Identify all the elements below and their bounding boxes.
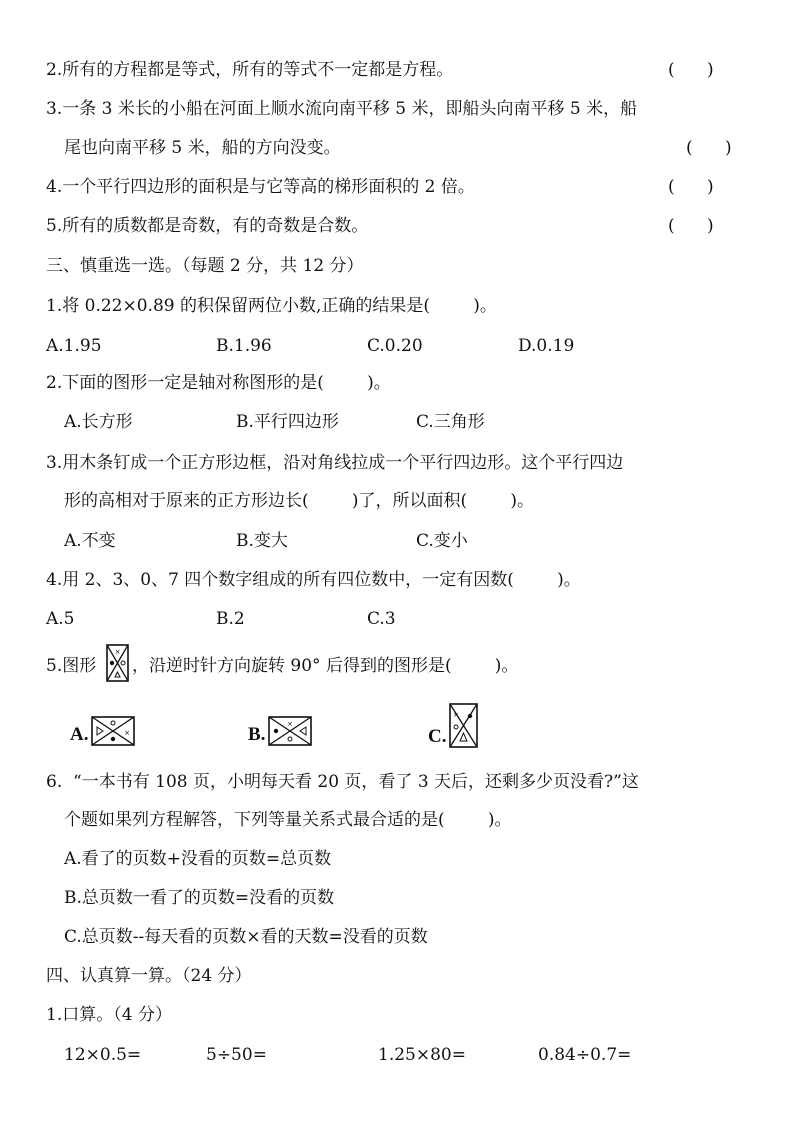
s4-expr-3: 1.25×80= xyxy=(378,1045,466,1065)
s3-q6-line1: 6. “一本书有 108 页，小明每天看 20 页，看了 3 天后，还剩多少页没看?”这 xyxy=(46,772,639,792)
s3-q5-pre: 5.图形 xyxy=(46,656,97,676)
s3-q4-text: 4.用 2、3、0、7 四个数字组成的所有四位数中，一定有因数( )。 xyxy=(46,570,581,590)
option-c-figure xyxy=(449,703,478,748)
s4-expr-1: 12×0.5= xyxy=(64,1045,142,1065)
judge-q3-line1: 3.一条 3 米长的小船在河面上顺水流向南平移 5 米，即船头向南平移 5 米，船 xyxy=(46,99,638,119)
svg-text:×: × xyxy=(287,720,294,728)
s3-q5-post: ，沿逆时针方向旋转 90° 后得到的图形是( )。 xyxy=(132,656,519,676)
section3-title: 三、慎重选一选。（每题 2 分，共 12 分） xyxy=(46,256,364,276)
s3-q2-text: 2.下面的图形一定是轴对称图形的是( )。 xyxy=(46,373,391,393)
s3-q4-option-c[interactable]: C.3 xyxy=(367,609,396,629)
s3-q3-option-c[interactable]: C.变小 xyxy=(416,531,468,551)
s3-q6-option-b[interactable]: B.总页数一看了的页数=没看的页数 xyxy=(64,888,335,908)
rotation-original-figure xyxy=(106,644,129,682)
s3-q5-option-a-label: A. xyxy=(70,724,89,745)
s3-q2-option-b[interactable]: B.平行四边形 xyxy=(236,412,339,432)
s3-q5-option-c-label: C. xyxy=(428,726,447,747)
judge-q3-answer-blank[interactable]: ( ) xyxy=(686,138,732,158)
svg-text:×: × xyxy=(114,648,121,656)
s4-expr-4: 0.84÷0.7= xyxy=(538,1045,632,1065)
s3-q1-text: 1.将 0.22×0.89 的积保留两位小数,正确的结果是( )。 xyxy=(46,296,497,316)
s3-q5-option-b-label: B. xyxy=(248,724,266,745)
s3-q3-line2: 形的高相对于原来的正方形边长( )了，所以面积( )。 xyxy=(64,491,534,511)
svg-text:×: × xyxy=(453,711,460,719)
s3-q2-option-c[interactable]: C.三角形 xyxy=(416,412,485,432)
s4-expr-2: 5÷50= xyxy=(206,1045,267,1065)
section4-title: 四、认真算一算。（24 分） xyxy=(46,966,252,986)
judge-q2-answer-blank[interactable]: ( ) xyxy=(668,60,714,80)
s3-q3-option-a[interactable]: A.不变 xyxy=(64,531,116,551)
s3-q6-line2: 个题如果列方程解答，下列等量关系式最合适的是( )。 xyxy=(64,810,512,830)
option-b-figure xyxy=(268,716,312,746)
judge-q5-text: 5.所有的质数都是奇数，有的奇数是合数。 xyxy=(46,216,369,236)
s3-q4-option-b[interactable]: B.2 xyxy=(216,609,245,629)
s3-q4-option-a[interactable]: A.5 xyxy=(46,609,75,629)
s3-q5-option-b[interactable] xyxy=(248,716,312,746)
s3-q2-option-a[interactable]: A.长方形 xyxy=(64,412,133,432)
s3-q1-option-a[interactable]: A.1.95 xyxy=(46,336,102,356)
svg-text:×: × xyxy=(124,729,131,737)
s3-q6-option-a[interactable]: A.看了的页数+没看的页数=总页数 xyxy=(64,849,332,869)
judge-q3-line2: 尾也向南平移 5 米，船的方向没变。 xyxy=(64,138,341,158)
s3-q1-option-d[interactable]: D.0.19 xyxy=(518,336,575,356)
s4-q1-text: 1.口算。（4 分） xyxy=(46,1005,172,1025)
s3-q6-option-c[interactable]: C.总页数--每天看的页数×看的天数=没看的页数 xyxy=(64,927,428,947)
judge-q2-text: 2.所有的方程都是等式，所有的等式不一定都是方程。 xyxy=(46,60,454,80)
s3-q5-option-a[interactable] xyxy=(70,716,135,746)
judge-q4-text: 4.一个平行四边形的面积是与它等高的梯形面积的 2 倍。 xyxy=(46,177,475,197)
option-a-figure xyxy=(91,716,135,746)
s3-q1-option-c[interactable]: C.0.20 xyxy=(367,336,423,356)
s3-q5-option-c[interactable] xyxy=(428,703,478,748)
s3-q3-line1: 3.用木条钉成一个正方形边框，沿对角线拉成一个平行四边形。这个平行四边 xyxy=(46,453,624,473)
judge-q4-answer-blank[interactable]: ( ) xyxy=(668,177,714,197)
judge-q5-answer-blank[interactable]: ( ) xyxy=(668,216,714,236)
s3-q1-option-b[interactable]: B.1.96 xyxy=(216,336,272,356)
s3-q3-option-b[interactable]: B.变大 xyxy=(236,531,288,551)
